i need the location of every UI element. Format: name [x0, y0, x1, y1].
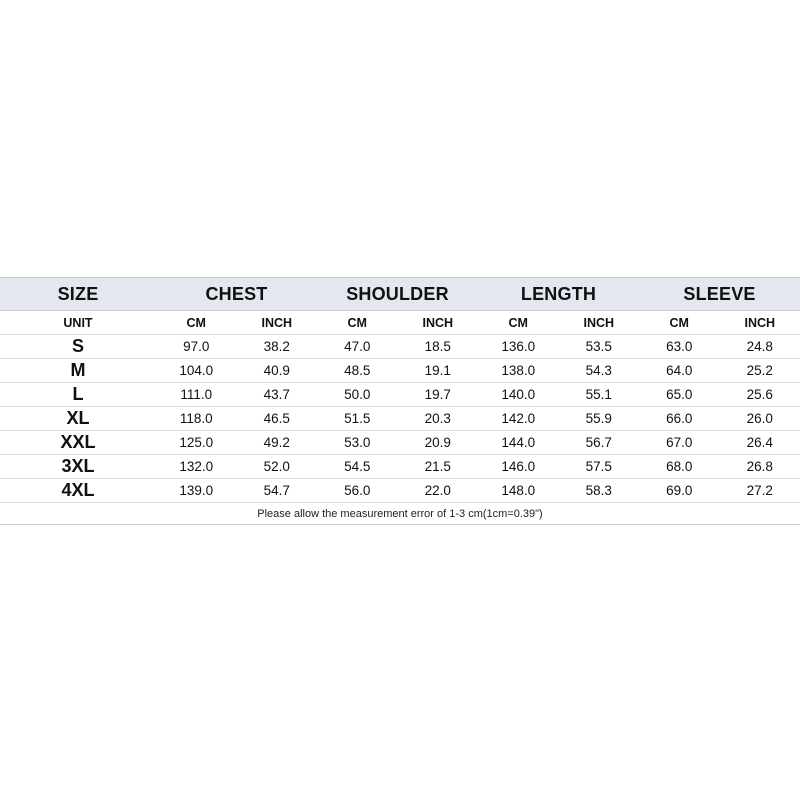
chest-cm: 125.0 [179, 435, 214, 450]
length-inch: 54.3 [585, 363, 612, 378]
shoulder-inch: 18.5 [424, 339, 451, 354]
table-row [0, 479, 800, 503]
sleeve-cm: 68.0 [666, 459, 693, 474]
sleeve-inch: 26.0 [746, 411, 773, 426]
shoulder-inch: 22.0 [424, 483, 451, 498]
unit-row [0, 311, 800, 335]
chest-inch: 38.2 [263, 339, 290, 354]
chest-header: CHEST [205, 283, 268, 304]
table-row [0, 383, 800, 407]
shoulder-cm: 48.5 [344, 363, 371, 378]
chest-inch: 54.7 [263, 483, 290, 498]
shoulder-inch: 20.3 [424, 411, 451, 426]
chest-inch: 52.0 [263, 459, 290, 474]
table-row [0, 431, 800, 455]
length-header: LENGTH [520, 283, 597, 304]
table-row [0, 455, 800, 479]
shoulder-cm: 53.0 [344, 435, 371, 450]
sleeve-inch: 25.2 [746, 363, 773, 378]
shoulder-inch: 19.1 [424, 363, 451, 378]
shoulder-inch-unit: INCH [422, 315, 454, 330]
chest-cm: 97.0 [183, 339, 210, 354]
length-cm-unit: CM [508, 315, 528, 330]
shoulder-cm: 54.5 [344, 459, 371, 474]
shoulder-cm-unit: CM [347, 315, 367, 330]
chest-inch-unit: INCH [261, 315, 293, 330]
shoulder-cm: 51.5 [344, 411, 371, 426]
length-cm: 144.0 [501, 435, 536, 450]
chest-cm: 111.0 [180, 387, 213, 402]
table-row [0, 359, 800, 383]
sleeve-inch: 26.8 [746, 459, 773, 474]
length-inch: 55.9 [585, 411, 612, 426]
size-label: S [71, 336, 84, 356]
shoulder-cm: 47.0 [344, 339, 371, 354]
sleeve-header: SLEEVE [683, 283, 756, 304]
sleeve-cm: 63.0 [666, 339, 693, 354]
size-chart [0, 277, 800, 525]
measurement-note: Please allow the measurement error of 1-3 cm(1cm=0.39") [257, 507, 543, 520]
length-cm: 148.0 [501, 483, 536, 498]
chest-cm: 104.0 [179, 363, 214, 378]
length-inch: 56.7 [585, 435, 612, 450]
length-inch: 58.3 [585, 483, 612, 498]
sleeve-inch: 26.4 [746, 435, 773, 450]
size-label: M [70, 360, 86, 380]
sleeve-cm: 66.0 [666, 411, 693, 426]
size-label: 4XL [61, 480, 95, 500]
unit-label: UNIT [63, 315, 93, 330]
sleeve-inch: 27.2 [746, 483, 773, 498]
chest-inch: 40.9 [263, 363, 290, 378]
size-header: SIZE [57, 283, 99, 304]
length-cm: 136.0 [501, 339, 536, 354]
size-label: XL [66, 408, 90, 428]
sleeve-cm-unit: CM [669, 315, 689, 330]
header-row [0, 278, 800, 311]
shoulder-inch: 21.5 [424, 459, 451, 474]
shoulder-header: SHOULDER [346, 283, 449, 304]
sleeve-cm: 64.0 [666, 363, 693, 378]
shoulder-inch: 20.9 [424, 435, 451, 450]
chest-inch: 49.2 [263, 435, 290, 450]
chest-inch: 46.5 [263, 411, 290, 426]
chest-cm: 118.0 [179, 411, 213, 426]
sleeve-inch-unit: INCH [744, 315, 776, 330]
chest-inch: 43.7 [263, 387, 290, 402]
length-inch: 53.5 [585, 339, 612, 354]
chest-cm: 139.0 [179, 483, 214, 498]
sleeve-cm: 67.0 [666, 435, 693, 450]
sleeve-cm: 65.0 [666, 387, 693, 402]
length-inch: 57.5 [585, 459, 612, 474]
sleeve-inch: 25.6 [746, 387, 773, 402]
length-inch-unit: INCH [583, 315, 615, 330]
table-row [0, 407, 800, 431]
sleeve-cm: 69.0 [666, 483, 693, 498]
chest-cm-unit: CM [186, 315, 206, 330]
length-cm: 142.0 [501, 411, 536, 426]
shoulder-inch: 19.7 [424, 387, 451, 402]
table-row [0, 335, 800, 359]
size-label: XXL [60, 432, 96, 452]
length-inch: 55.1 [585, 387, 612, 402]
chest-cm: 132.0 [179, 459, 214, 474]
length-cm: 138.0 [501, 363, 536, 378]
length-cm: 146.0 [501, 459, 536, 474]
shoulder-cm: 50.0 [344, 387, 371, 402]
shoulder-cm: 56.0 [344, 483, 371, 498]
note-row [0, 503, 800, 524]
sleeve-inch: 24.8 [746, 339, 773, 354]
size-label: 3XL [61, 456, 95, 476]
length-cm: 140.0 [501, 387, 536, 402]
size-label: L [72, 384, 84, 404]
